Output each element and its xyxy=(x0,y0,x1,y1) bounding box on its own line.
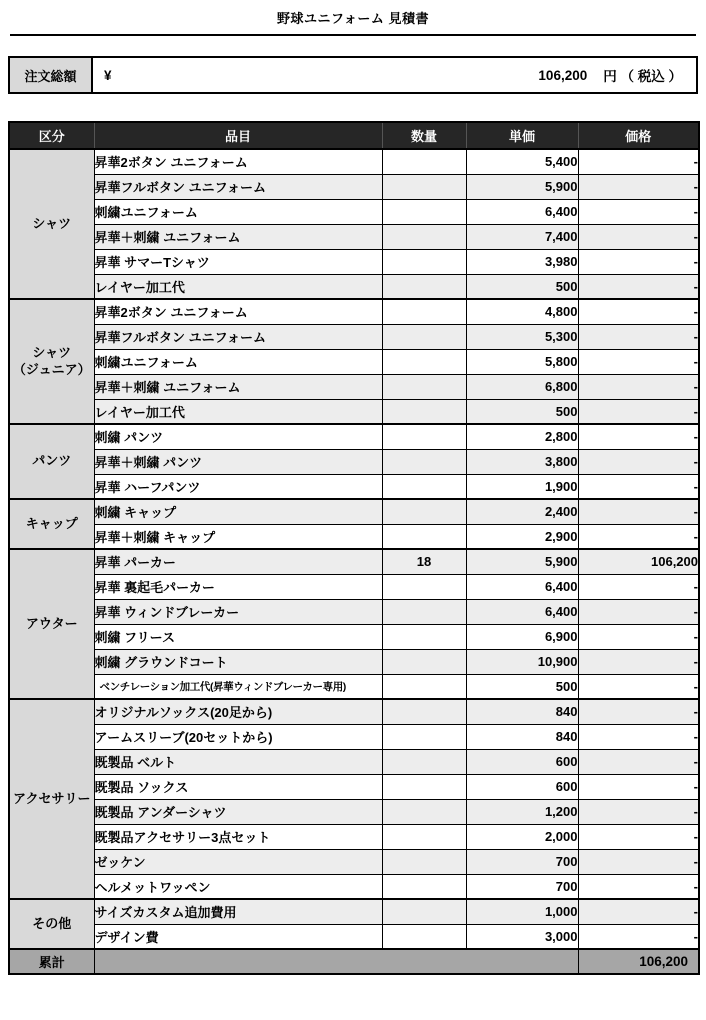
unit-price-cell: 5,300 xyxy=(466,324,578,349)
header-qty: 数量 xyxy=(382,122,466,149)
order-total-row xyxy=(8,56,698,94)
table-row xyxy=(9,324,699,349)
qty-cell xyxy=(382,499,466,524)
table-row xyxy=(9,749,699,774)
category-cell: シャツ xyxy=(9,149,94,299)
unit-price-cell: 3,000 xyxy=(466,924,578,949)
unit-price-cell: 1,000 xyxy=(466,899,578,924)
item-cell: 既製品 アンダーシャツ xyxy=(94,799,382,824)
table-row xyxy=(9,449,699,474)
table-row xyxy=(9,174,699,199)
item-cell: 昇華2ボタン ユニフォーム xyxy=(94,149,382,174)
qty-cell xyxy=(382,349,466,374)
category-cell: その他 xyxy=(9,899,94,949)
price-cell: - xyxy=(578,849,699,874)
unit-price-cell: 6,900 xyxy=(466,624,578,649)
table-row xyxy=(9,524,699,549)
item-cell: サイズカスタム追加費用 xyxy=(94,899,382,924)
item-cell: 昇華 ハーフパンツ xyxy=(94,474,382,499)
item-cell: 昇華 裏起毛パーカー xyxy=(94,574,382,599)
price-cell: - xyxy=(578,699,699,724)
qty-cell xyxy=(382,574,466,599)
price-cell: - xyxy=(578,374,699,399)
unit-price-cell: 3,800 xyxy=(466,449,578,474)
item-cell: ヘルメットワッペン xyxy=(94,874,382,899)
price-cell: - xyxy=(578,249,699,274)
table-row xyxy=(9,924,699,949)
unit-price-cell: 1,900 xyxy=(466,474,578,499)
unit-price-cell: 7,400 xyxy=(466,224,578,249)
table-row xyxy=(9,599,699,624)
qty-cell xyxy=(382,424,466,449)
item-cell: 既製品 ソックス xyxy=(94,774,382,799)
qty-cell xyxy=(382,299,466,324)
qty-cell xyxy=(382,624,466,649)
price-cell: - xyxy=(578,574,699,599)
item-cell: 昇華2ボタン ユニフォーム xyxy=(94,299,382,324)
item-cell: 刺繍 フリース xyxy=(94,624,382,649)
table-row xyxy=(9,224,699,249)
item-cell: 刺繍 グラウンドコート xyxy=(94,649,382,674)
price-cell: - xyxy=(578,824,699,849)
qty-cell xyxy=(382,224,466,249)
item-cell: 既製品アクセサリー3点セット xyxy=(94,824,382,849)
unit-price-cell: 700 xyxy=(466,849,578,874)
table-row xyxy=(9,474,699,499)
unit-price-cell: 5,900 xyxy=(466,174,578,199)
price-cell: - xyxy=(578,649,699,674)
order-total-suffix: 円 （ 税込 ） xyxy=(603,69,682,84)
qty-cell xyxy=(382,724,466,749)
table-row xyxy=(9,399,699,424)
unit-price-cell: 600 xyxy=(466,774,578,799)
unit-price-cell: 6,800 xyxy=(466,374,578,399)
qty-cell xyxy=(382,774,466,799)
unit-price-cell: 6,400 xyxy=(466,599,578,624)
order-total-label: 注文総額 xyxy=(10,58,93,92)
unit-price-cell: 1,200 xyxy=(466,799,578,824)
unit-price-cell: 10,900 xyxy=(466,649,578,674)
unit-price-cell: 2,800 xyxy=(466,424,578,449)
grand-total-value: 106,200 xyxy=(578,949,699,974)
table-row xyxy=(9,774,699,799)
order-total-amount: 106,200 xyxy=(538,67,588,83)
qty-cell xyxy=(382,899,466,924)
price-cell: - xyxy=(578,449,699,474)
unit-price-cell: 5,800 xyxy=(466,349,578,374)
price-cell: - xyxy=(578,199,699,224)
qty-cell xyxy=(382,874,466,899)
qty-cell xyxy=(382,174,466,199)
table-row xyxy=(9,349,699,374)
order-total-value xyxy=(93,58,696,92)
item-cell: 刺繍 キャップ xyxy=(94,499,382,524)
price-cell: - xyxy=(578,724,699,749)
item-cell: アームスリーブ(20セットから) xyxy=(94,724,382,749)
qty-cell xyxy=(382,374,466,399)
item-cell: 昇華フルボタン ユニフォーム xyxy=(94,324,382,349)
item-cell: 昇華フルボタン ユニフォーム xyxy=(94,174,382,199)
table-row xyxy=(9,899,699,924)
category-cell: アウター xyxy=(9,549,94,699)
item-cell: 昇華 ウィンドブレーカー xyxy=(94,599,382,624)
qty-cell xyxy=(382,799,466,824)
table-row xyxy=(9,699,699,724)
unit-price-cell: 2,400 xyxy=(466,499,578,524)
table-header-row xyxy=(9,122,699,149)
table-row xyxy=(9,299,699,324)
unit-price-cell: 4,800 xyxy=(466,299,578,324)
category-cell: パンツ xyxy=(9,424,94,499)
item-cell: 昇華＋刺繍 パンツ xyxy=(94,449,382,474)
price-cell: - xyxy=(578,474,699,499)
qty-cell xyxy=(382,824,466,849)
price-cell: - xyxy=(578,274,699,299)
table-body xyxy=(9,149,699,949)
table-row xyxy=(9,199,699,224)
price-cell: - xyxy=(578,874,699,899)
item-cell: 刺繍ユニフォーム xyxy=(94,349,382,374)
grand-total-row xyxy=(9,949,699,974)
unit-price-cell: 500 xyxy=(466,399,578,424)
item-cell: 刺繍 パンツ xyxy=(94,424,382,449)
price-cell: 106,200 xyxy=(578,549,699,574)
item-cell: 昇華 サマーTシャツ xyxy=(94,249,382,274)
item-cell: デザイン費 xyxy=(94,924,382,949)
price-cell: - xyxy=(578,624,699,649)
price-cell: - xyxy=(578,424,699,449)
qty-cell xyxy=(382,449,466,474)
header-price: 価格 xyxy=(578,122,699,149)
item-cell: レイヤー加工代 xyxy=(94,274,382,299)
price-cell: - xyxy=(578,299,699,324)
price-cell: - xyxy=(578,899,699,924)
item-cell: ゼッケン xyxy=(94,849,382,874)
unit-price-cell: 5,400 xyxy=(466,149,578,174)
header-unit-price: 単価 xyxy=(466,122,578,149)
unit-price-cell: 840 xyxy=(466,699,578,724)
header-category: 区分 xyxy=(9,122,94,149)
category-cell: シャツ （ジュニア） xyxy=(9,299,94,424)
grand-total-label: 累計 xyxy=(9,949,94,974)
table-row xyxy=(9,499,699,524)
table-row xyxy=(9,874,699,899)
category-cell: キャップ xyxy=(9,499,94,549)
table-row xyxy=(9,674,699,699)
estimate-table xyxy=(8,121,700,975)
qty-cell xyxy=(382,474,466,499)
item-cell: ベンチレーション加工代(昇華ウィンドブレーカー専用) xyxy=(94,674,382,699)
qty-cell xyxy=(382,849,466,874)
unit-price-cell: 500 xyxy=(466,674,578,699)
price-cell: - xyxy=(578,399,699,424)
page-title: 野球ユニフォーム 見積書 xyxy=(277,11,429,26)
unit-price-cell: 600 xyxy=(466,749,578,774)
item-cell: オリジナルソックス(20足から) xyxy=(94,699,382,724)
item-cell: 昇華＋刺繍 ユニフォーム xyxy=(94,224,382,249)
table-row xyxy=(9,574,699,599)
qty-cell xyxy=(382,749,466,774)
qty-cell xyxy=(382,249,466,274)
price-cell: - xyxy=(578,674,699,699)
item-cell: 昇華＋刺繍 ユニフォーム xyxy=(94,374,382,399)
unit-price-cell: 3,980 xyxy=(466,249,578,274)
qty-cell xyxy=(382,524,466,549)
table-row xyxy=(9,724,699,749)
qty-cell xyxy=(382,324,466,349)
qty-cell xyxy=(382,399,466,424)
price-cell: - xyxy=(578,349,699,374)
title-rule xyxy=(10,34,696,36)
table-row xyxy=(9,374,699,399)
table-row xyxy=(9,274,699,299)
table-row xyxy=(9,824,699,849)
header-item: 品目 xyxy=(94,122,382,149)
item-cell: 昇華＋刺繍 キャップ xyxy=(94,524,382,549)
price-cell: - xyxy=(578,749,699,774)
unit-price-cell: 840 xyxy=(466,724,578,749)
unit-price-cell: 6,400 xyxy=(466,574,578,599)
price-cell: - xyxy=(578,599,699,624)
qty-cell xyxy=(382,699,466,724)
qty-cell xyxy=(382,924,466,949)
grand-total-spacer xyxy=(94,949,578,974)
price-cell: - xyxy=(578,524,699,549)
qty-cell xyxy=(382,599,466,624)
item-cell: 昇華 パーカー xyxy=(94,549,382,574)
unit-price-cell: 2,000 xyxy=(466,824,578,849)
category-cell: アクセサリー xyxy=(9,699,94,899)
unit-price-cell: 2,900 xyxy=(466,524,578,549)
item-cell: 刺繍ユニフォーム xyxy=(94,199,382,224)
price-cell: - xyxy=(578,149,699,174)
table-row xyxy=(9,799,699,824)
qty-cell xyxy=(382,674,466,699)
qty-cell xyxy=(382,149,466,174)
table-row xyxy=(9,424,699,449)
price-cell: - xyxy=(578,799,699,824)
unit-price-cell: 6,400 xyxy=(466,199,578,224)
table-row xyxy=(9,549,699,574)
price-cell: - xyxy=(578,224,699,249)
qty-cell xyxy=(382,649,466,674)
table-row xyxy=(9,249,699,274)
item-cell: レイヤー加工代 xyxy=(94,399,382,424)
qty-cell xyxy=(382,199,466,224)
item-cell: 既製品 ベルト xyxy=(94,749,382,774)
unit-price-cell: 700 xyxy=(466,874,578,899)
table-row xyxy=(9,849,699,874)
unit-price-cell: 5,900 xyxy=(466,549,578,574)
unit-price-cell: 500 xyxy=(466,274,578,299)
table-row xyxy=(9,649,699,674)
table-row xyxy=(9,149,699,174)
price-cell: - xyxy=(578,924,699,949)
qty-cell: 18 xyxy=(382,549,466,574)
price-cell: - xyxy=(578,499,699,524)
price-cell: - xyxy=(578,174,699,199)
price-cell: - xyxy=(578,324,699,349)
price-cell: - xyxy=(578,774,699,799)
qty-cell xyxy=(382,274,466,299)
currency-symbol: ¥ xyxy=(104,67,112,83)
table-row xyxy=(9,624,699,649)
